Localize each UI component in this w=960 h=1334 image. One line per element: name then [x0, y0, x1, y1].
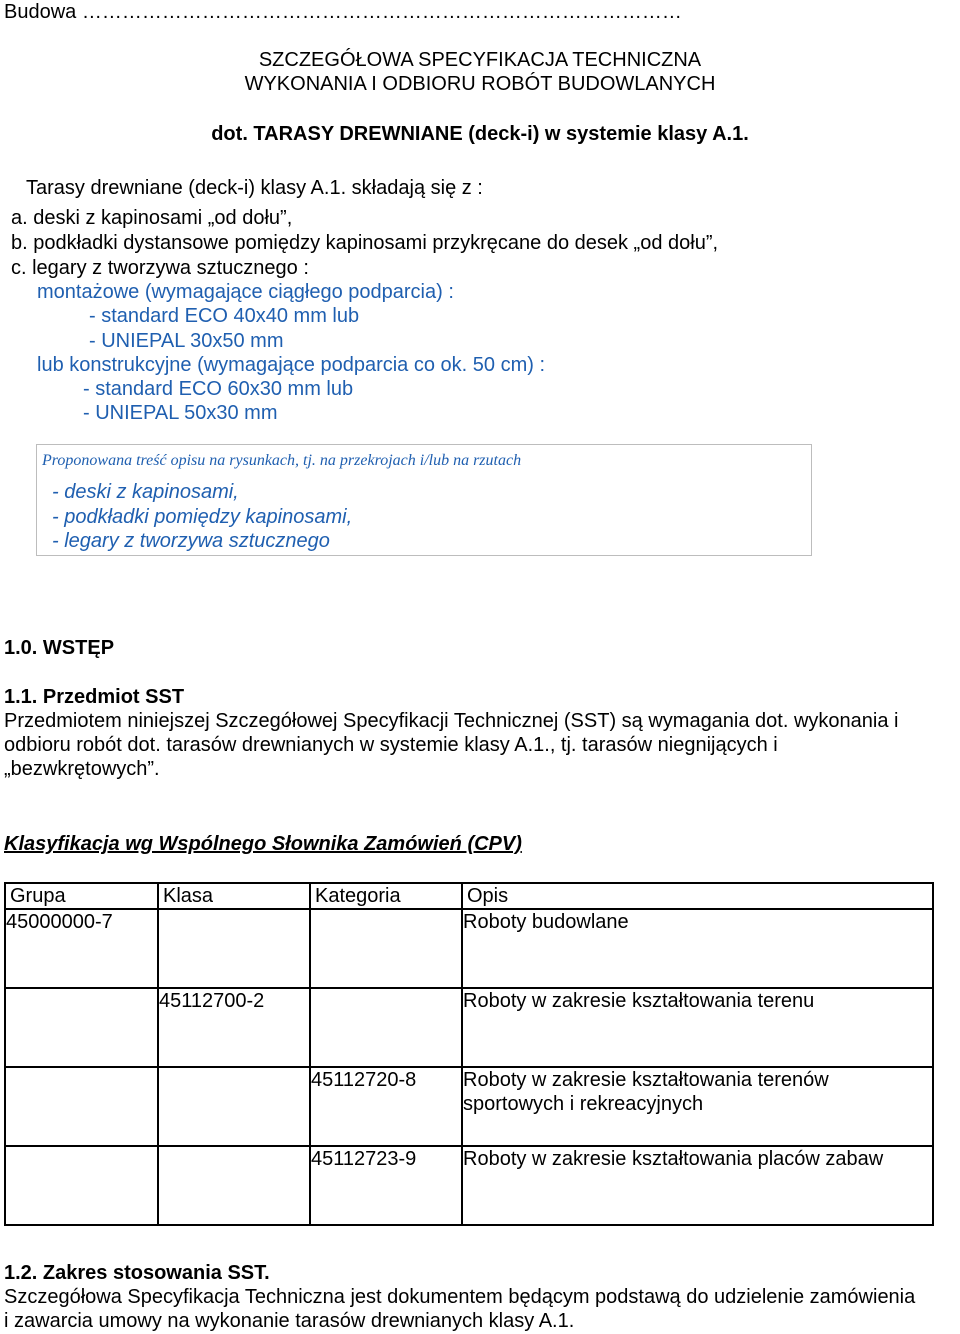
cpv-header-opis: Opis: [462, 883, 933, 909]
drawing-note-line: - legary z tworzywa sztucznego: [52, 530, 330, 552]
cpv-cell-kategoria: [310, 988, 462, 1067]
section-1-1-text: odbioru robót dot. tarasów drewnianych w systemie klasy A.1., tj. tarasów niegnijących i: [4, 734, 778, 756]
cpv-cell-opis: Roboty budowlane: [462, 909, 933, 988]
drawing-note-box: [36, 444, 812, 556]
section-1-2-text: i zawarcia umowy na wykonanie tarasów drewnianych klasy A.1.: [4, 1310, 575, 1332]
cpv-cell-opis: Roboty w zakresie kształtowania terenów sportowych i rekreacyjnych: [462, 1067, 933, 1146]
cpv-cell-opis: Roboty w zakresie kształtowania placów zabaw: [462, 1146, 933, 1225]
title-line-2: WYKONANIA I ODBIORU ROBÓT BUDOWLANYCH: [244, 73, 716, 95]
cpv-cell-grupa: [5, 1146, 158, 1225]
legary-konstrukcyjne-uniepal: - UNIEPAL 50x30 mm: [83, 402, 278, 424]
cpv-cell-grupa: 45000000-7: [5, 909, 158, 988]
legary-montazowe-eco: - standard ECO 40x40 mm lub: [89, 305, 360, 327]
section-1-1-title: 1.1. Przedmiot SST: [4, 686, 185, 708]
intro-item-c: c. legary z tworzywa sztucznego :: [11, 257, 309, 279]
table-row: [5, 909, 933, 988]
drawing-note-title: Proponowana treść opisu na rysunkach, tj. na przekrojach i/lub na rzutach: [42, 452, 522, 469]
legary-montazowe-uniepal: - UNIEPAL 30x50 mm: [89, 330, 284, 352]
section-1-2-text: Szczegółowa Specyfikacja Techniczna jest dokumentem będącym podstawą do udzielenie zamówienia: [4, 1286, 916, 1308]
cpv-cell-grupa: [5, 988, 158, 1067]
cpv-cell-klasa: 45112700-2: [158, 988, 310, 1067]
table-row: [5, 988, 933, 1067]
table-row: [5, 1146, 933, 1225]
cpv-cell-kategoria: 45112723-9: [310, 1146, 462, 1225]
drawing-note-line: - deski z kapinosami,: [52, 481, 239, 503]
cpv-cell-klasa: [158, 909, 310, 988]
cpv-header-grupa: Grupa: [5, 883, 158, 909]
section-1-0-title: 1.0. WSTĘP: [4, 637, 115, 659]
title-line-1: SZCZEGÓŁOWA SPECYFIKACJA TECHNICZNA: [258, 49, 702, 71]
cpv-header-row: [5, 883, 933, 909]
cpv-cell-klasa: [158, 1067, 310, 1146]
legary-montazowe: montażowe (wymagające ciągłego podparcia) :: [37, 281, 454, 303]
cpv-header-kategoria: Kategoria: [310, 883, 462, 909]
title-subject: dot. TARASY DREWNIANE (deck-i) w systemie klasy A.1.: [211, 123, 749, 145]
intro-item-b: b. podkładki dystansowe pomiędzy kapinosami przykręcane do desek „od dołu”,: [11, 232, 719, 254]
intro-item-a: a. deski z kapinosami „od dołu”,: [11, 207, 293, 229]
cpv-cell-grupa: [5, 1067, 158, 1146]
cpv-cell-kategoria: 45112720-8: [310, 1067, 462, 1146]
header-budowa: Budowa ………………………………………………………………………………: [4, 1, 682, 23]
section-1-1-text: „bezwkrętowych”.: [4, 758, 160, 780]
cpv-cell-kategoria: [310, 909, 462, 988]
table-row: [5, 1067, 933, 1146]
cpv-table: [4, 882, 934, 1226]
cpv-header-klasa: Klasa: [158, 883, 310, 909]
section-1-2-title: 1.2. Zakres stosowania SST.: [4, 1262, 270, 1284]
section-1-1-text: Przedmiotem niniejszej Szczegółowej Specyfikacji Technicznej (SST) są wymagania dot. wykonania i: [4, 710, 899, 732]
cpv-cell-klasa: [158, 1146, 310, 1225]
cpv-cell-opis: Roboty w zakresie kształtowania terenu: [462, 988, 933, 1067]
intro-lead: Tarasy drewniane (deck-i) klasy A.1. składają się z :: [26, 177, 483, 199]
legary-konstrukcyjne-eco: - standard ECO 60x30 mm lub: [83, 378, 354, 400]
drawing-note-line: - podkładki pomiędzy kapinosami,: [52, 506, 353, 528]
cpv-title: Klasyfikacja wg Wspólnego Słownika Zamówień (CPV): [4, 833, 522, 855]
legary-konstrukcyjne: lub konstrukcyjne (wymagające podparcia co ok. 50 cm) :: [37, 354, 546, 376]
